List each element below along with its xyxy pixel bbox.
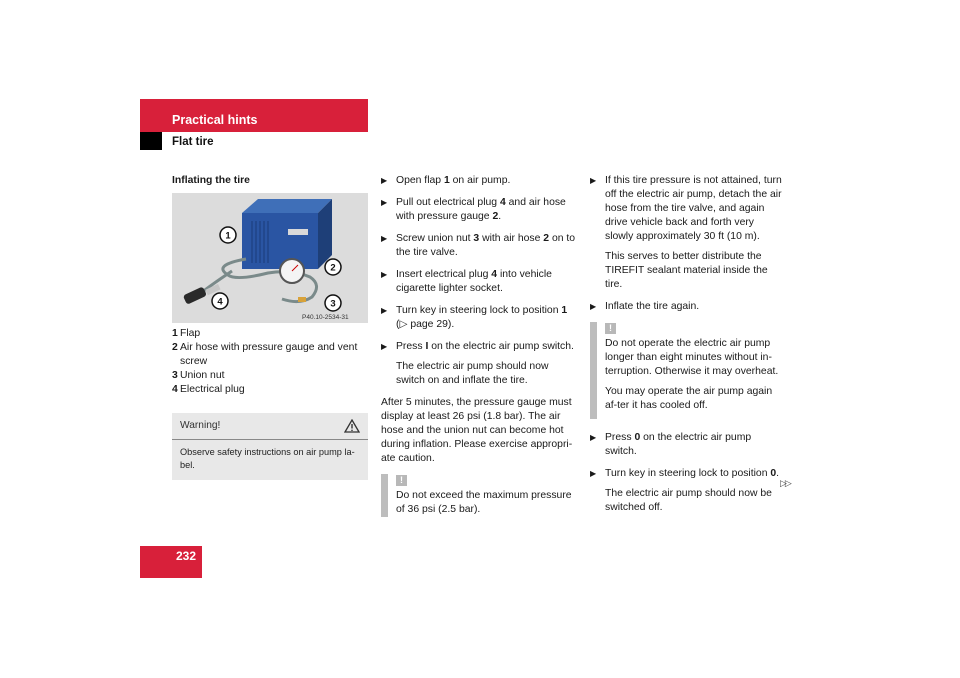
legend-num: 1 [172, 328, 178, 339]
legend-item [172, 369, 368, 383]
note-bar [590, 322, 597, 419]
step-arrow-icon: ▶ [381, 306, 388, 315]
column-3 [590, 174, 785, 523]
callout-3-label: 3 [330, 298, 336, 310]
step-result: The electric air pump should now switch on and inflate the tire. [396, 361, 549, 386]
step-arrow-icon: ▶ [590, 469, 597, 478]
step-arrow-icon: ▶ [381, 198, 388, 207]
section-subtitle: Flat tire [172, 136, 214, 148]
step-arrow-icon: ▶ [381, 342, 388, 351]
section-title: Practical hints [172, 113, 258, 127]
note-text: Do not exceed the maximum pressure of 36 psi (2.5 bar). [396, 490, 572, 515]
note-box [381, 474, 576, 517]
instruction-step: ▶ Open flap 1 on air pump. [381, 175, 511, 186]
subheading: Inflating the tire [172, 175, 250, 186]
warning-body: Observe safety instructions on air pump la-bel. [180, 447, 355, 470]
legend-item [172, 341, 368, 369]
air-pump-photo [172, 193, 368, 323]
column-1 [172, 174, 368, 480]
continued-marker-icon: ▷▷ [780, 478, 790, 488]
legend-text: Flap [180, 328, 201, 339]
legend-text: Air hose with pressure gauge and vent screw [180, 342, 358, 367]
callout-1-label: 1 [225, 230, 231, 242]
instruction-step: ▶ Turn key in steering lock to position 0. [590, 468, 780, 479]
step-result: The electric air pump should now be switched off. [605, 488, 772, 513]
step-arrow-icon: ▶ [381, 270, 388, 279]
warning-title: Warning! [180, 420, 221, 431]
page-number: 232 [175, 549, 196, 563]
note-text: Do not operate the electric air pump longer than eight minutes without in-terruption. Otherwise it may overheat. [605, 338, 779, 377]
instruction-step: ▶ Press 0 on the electric air pump switch. [590, 432, 752, 457]
legend-num: 4 [172, 384, 178, 395]
instruction-step: ▶ Screw union nut 3 with air hose 2 on to the tire valve. [381, 233, 576, 258]
warning-triangle-icon [344, 419, 360, 433]
legend-text: Union nut [180, 370, 225, 381]
legend-item [172, 327, 368, 341]
step-arrow-icon: ▶ [381, 234, 388, 243]
exclamation-icon: ! [605, 323, 616, 334]
note-bar [381, 474, 388, 517]
callout-2-label: 2 [330, 262, 336, 274]
instruction-step: ▶ Inflate the tire again. [590, 301, 700, 312]
legend-num: 3 [172, 370, 178, 381]
step-result: This serves to better distribute the TIREFIT sealant material inside the tire. [605, 251, 768, 290]
air-pump-illustration [172, 193, 368, 323]
instruction-step: ▶ Pull out electrical plug 4 and air hose with pressure gauge 2. [381, 197, 566, 222]
instruction-step: ▶ If this tire pressure is not attained, turn off the electric air pump, detach the air hose from the tire valve, and again drive vehicle back and forth very slowly approximately 30 ft (10 m). [590, 175, 782, 242]
warning-box [172, 413, 368, 480]
instruction-step: ▶ Turn key in steering lock to position 1 (▷ page 29). [381, 305, 568, 330]
column-2 [381, 174, 576, 529]
figure-legend [172, 327, 368, 397]
photo-code: P40.10-2534-31 [302, 314, 349, 321]
step-arrow-icon: ▶ [381, 176, 388, 185]
body-paragraph: After 5 minutes, the pressure gauge must display at least 26 psi (1.8 bar). The air hose and the union nut can become hot during inflation. Please exercise appropri-ate caution. [381, 397, 573, 464]
step-arrow-icon: ▶ [590, 302, 597, 311]
exclamation-icon: ! [396, 475, 407, 486]
legend-item [172, 383, 368, 397]
instruction-step: ▶ Insert electrical plug 4 into vehicle cigarette lighter socket. [381, 269, 552, 294]
note-box [590, 322, 785, 419]
instruction-step: ▶ Press I on the electric air pump switch. [381, 341, 574, 352]
legend-num: 2 [172, 342, 178, 353]
note-text: You may operate the air pump again af-ter it has cooled off. [605, 386, 773, 411]
callout-4-label: 4 [217, 296, 223, 308]
step-arrow-icon: ▶ [590, 176, 597, 185]
header-subtitle-marker [140, 132, 162, 150]
step-arrow-icon: ▶ [590, 433, 597, 442]
legend-text: Electrical plug [180, 384, 245, 395]
